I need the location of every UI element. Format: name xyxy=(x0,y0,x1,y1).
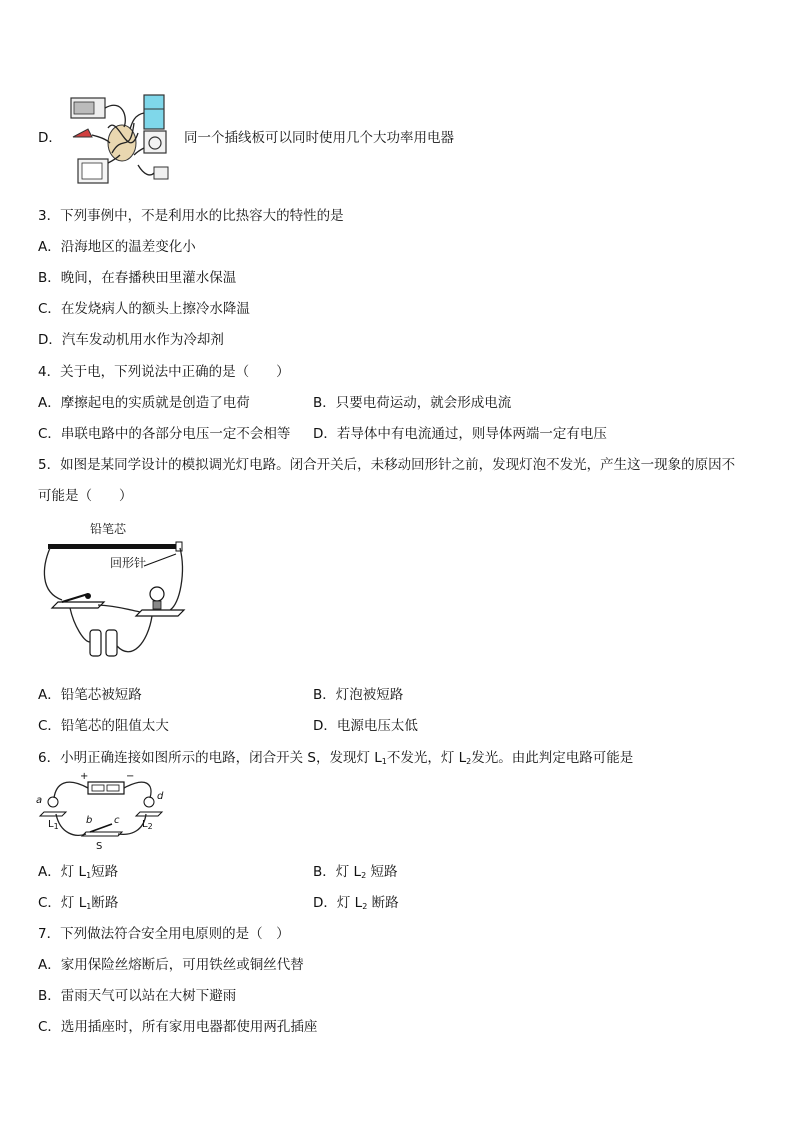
q4-option-b: B．只要电荷运动，就会形成电流 xyxy=(313,395,512,411)
q4-option-c: C．串联电路中的各部分电压一定不会相等 xyxy=(38,426,291,442)
q3-option-c: C．在发烧病人的额头上擦冷水降温 xyxy=(38,301,250,317)
q6-option-c: C．灯 $L_1$断路 xyxy=(38,895,119,911)
q3-option-a: A．沿海地区的温差变化小 xyxy=(38,239,196,255)
q6-option-b: B．灯 $L_2$ 短路 xyxy=(313,864,398,880)
q6-option-a: A．灯 $L_1$短路 xyxy=(38,864,119,880)
q4-option-a: A．摩擦起电的实质就是创造了电荷 xyxy=(38,395,250,411)
q3-stem: 3．下列事例中，不是利用水的比热容大的特性的是 xyxy=(38,208,344,224)
lamp-l1-label: $L_1$ xyxy=(48,819,59,831)
q5-stem-line1: 5．如图是某同学设计的模拟调光灯电路。闭合开关后，未移动回形针之前，发现灯泡不发光，产生这一现象的原因不 xyxy=(38,457,736,473)
switch-s-label: S xyxy=(96,841,103,852)
q5-circuit-figure xyxy=(40,522,190,664)
label-paper-clip: 回形针 xyxy=(110,556,147,570)
q2-option-d-text: 同一个插线板可以同时使用几个大功率用电器 xyxy=(184,130,454,146)
point-c: c xyxy=(114,815,120,826)
q4-option-d: D．若导体中有电流通过，则导体两端一定有电压 xyxy=(313,426,607,442)
q3-option-d: D．汽车发动机用水作为冷却剂 xyxy=(38,332,224,348)
q2-option-d-label: D． xyxy=(38,130,62,146)
q6-circuit-figure xyxy=(36,772,166,856)
terminal-minus: − xyxy=(126,771,135,782)
q5-option-a: A．铅笔芯被短路 xyxy=(38,687,142,703)
q7-stem: 7．下列做法符合安全用电原则的是（ ） xyxy=(38,926,290,942)
q3-option-b: B．晚间，在春播秧田里灌水保温 xyxy=(38,270,237,286)
point-a: a xyxy=(36,795,43,806)
q4-stem: 4．关于电，下列说法中正确的是（ ） xyxy=(38,364,290,380)
q7-option-c: C．选用插座时，所有家用电器都使用两孔插座 xyxy=(38,1019,318,1035)
q7-option-b: B．雷雨天气可以站在大树下避雨 xyxy=(38,988,237,1004)
q5-option-c: C．铅笔芯的阻值太大 xyxy=(38,718,169,734)
q5-option-d: D．电源电压太低 xyxy=(313,718,418,734)
q5-stem-line2: 可能是（ ） xyxy=(38,488,133,504)
label-pencil-lead: 铅笔芯 xyxy=(90,522,127,536)
terminal-plus: + xyxy=(80,771,89,782)
point-b: b xyxy=(86,815,93,826)
dimmer-circuit-diagram xyxy=(40,522,190,664)
lamp-l2-label: $L_2$ xyxy=(142,819,153,831)
q6-stem: 6．小明正确连接如图所示的电路，闭合开关 S，发现灯 $L_1$不发光，灯 $L_2$发光。由此判定电路可能是 xyxy=(38,750,634,766)
point-d: d xyxy=(157,791,164,802)
appliances-illustration xyxy=(68,93,180,189)
q6-option-d: D．灯 $L_2$ 断路 xyxy=(313,895,399,911)
q7-option-a: A．家用保险丝熔断后，可用铁丝或铜丝代替 xyxy=(38,957,304,973)
q5-option-b: B．灯泡被短路 xyxy=(313,687,404,703)
